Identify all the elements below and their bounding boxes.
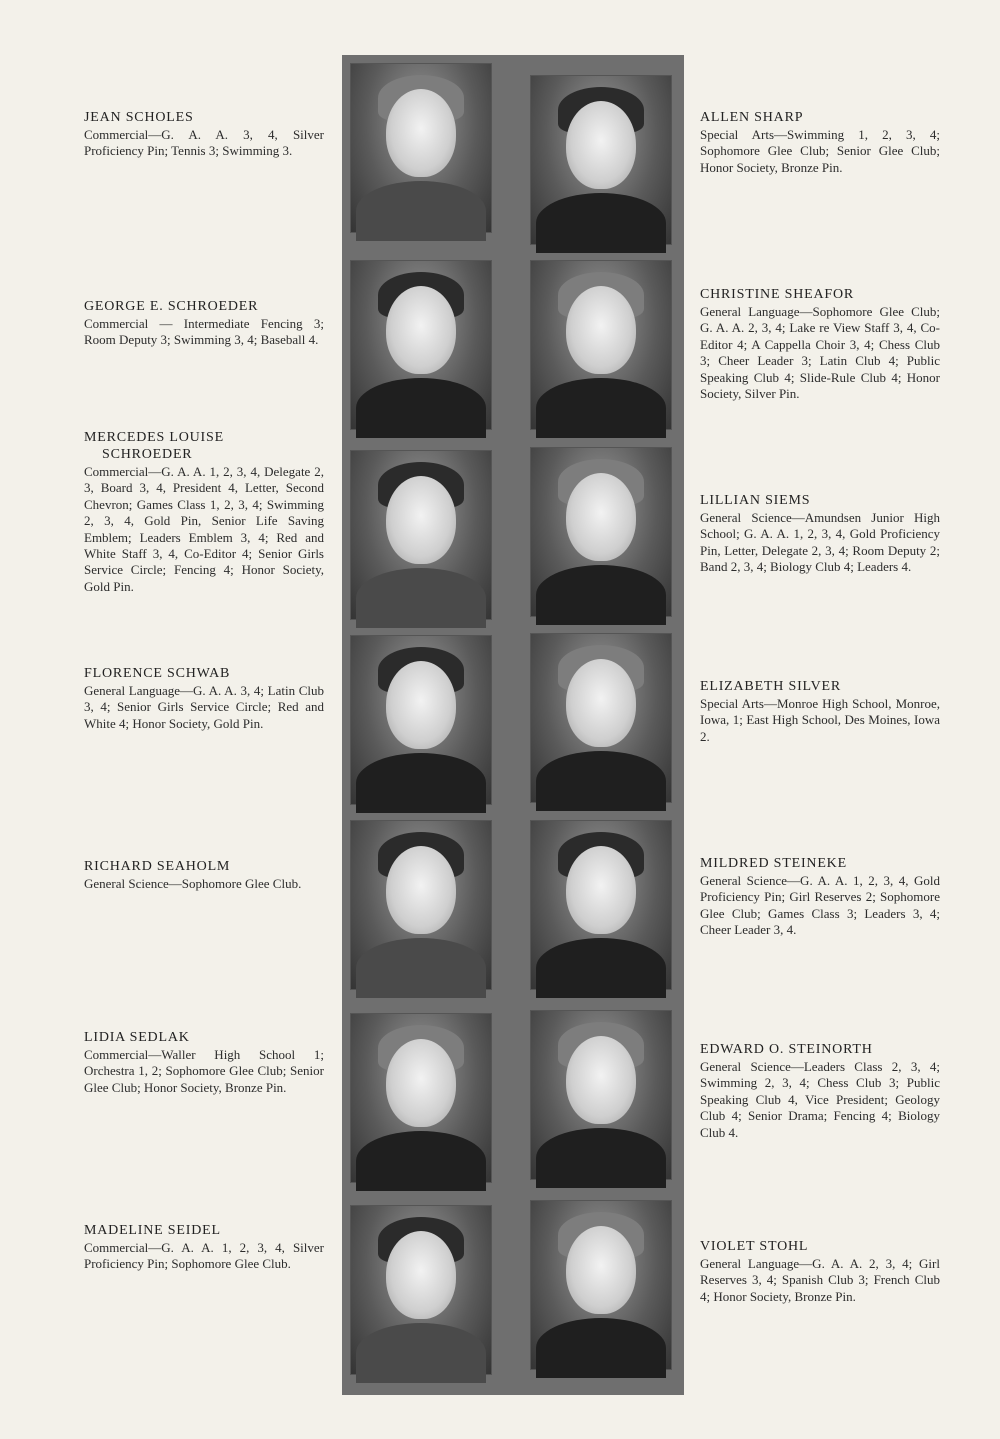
student-name: LILLIAN SIEMS [700, 493, 811, 508]
student-entry [84, 298, 324, 349]
student-name: JEAN SCHOLES [84, 110, 194, 125]
portrait-photo [530, 1010, 672, 1180]
student-name: GEORGE E. SCHROEDER [84, 299, 259, 314]
student-activities: Commercial—G. A. A. 1, 2, 3, 4, Delegate 2, 3, Board 3, 4, President 4, Letter, Second Chevron; Games Class 1, 2, 3, 4; Swimming 2, 3, 4, Gold Pin, Senior Life Saving Emblem; Leaders Emblem 3, 4; Red and White Staff 3, 4, Co-Editor 4; Senior Girls Service Circle; Fencing 4; Honor Society, Gold Pin. [84, 464, 324, 594]
portrait-photo [350, 260, 492, 430]
student-entry [700, 678, 940, 745]
student-name: CHRISTINE SHEAFOR [700, 287, 855, 302]
student-entry [84, 109, 324, 160]
portrait-photo [350, 820, 492, 990]
student-activities: General Science—Sophomore Glee Club. [84, 876, 302, 891]
student-entry [700, 109, 940, 176]
portrait-photo [530, 447, 672, 617]
student-activities: Special Arts—Monroe High School, Monroe, Iowa, 1; East High School, Des Moines, Iowa 2. [700, 696, 940, 744]
student-entry [84, 1029, 324, 1096]
student-entry [700, 1238, 940, 1305]
student-activities: Commercial—G. A. A. 3, 4, Silver Proficiency Pin; Tennis 3; Swimming 3. [84, 127, 324, 159]
portrait-photo [350, 1013, 492, 1183]
student-activities: Commercial—Waller High School 1; Orchestra 1, 2; Sophomore Glee Club; Senior Glee Club; Honor Society, Bronze Pin. [84, 1047, 324, 1095]
student-activities: General Language—G. A. A. 2, 3, 4; Girl Reserves 3, 4; Spanish Club 3; French Club 4; Honor Society, Bronze Pin. [700, 1256, 940, 1304]
student-name: MADELINE SEIDEL [84, 1223, 221, 1238]
student-activities: Commercial — Intermediate Fencing 3; Room Deputy 3; Swimming 3, 4; Baseball 4. [84, 316, 324, 348]
student-activities: Special Arts—Swimming 1, 2, 3, 4; Sophomore Glee Club; Senior Glee Club; Honor Society, Bronze Pin. [700, 127, 940, 175]
portrait-photo [350, 1205, 492, 1375]
student-name-line1: MERCEDES LOUISE [84, 430, 224, 445]
student-entry [84, 665, 324, 732]
portrait-strip [342, 55, 684, 1395]
student-entry [700, 286, 940, 402]
student-name: VIOLET STOHL [700, 1239, 809, 1254]
portrait-photo [530, 1200, 672, 1370]
student-activities: General Language—Sophomore Glee Club; G. A. A. 2, 3, 4; Lake re View Staff 3, 4, Co-Editor 4; A Cappella Choir 3, 4; Chess Club 3; Cheer Leader 3; Latin Club 4; Public Speaking Club 4; Slide-Rule Club 4; Honor Society, Silver Pin. [700, 304, 940, 402]
portrait-photo [350, 635, 492, 805]
student-name: ALLEN SHARP [700, 110, 804, 125]
student-name: LIDIA SEDLAK [84, 1030, 190, 1045]
student-activities: General Language—G. A. A. 3, 4; Latin Club 3, 4; Senior Girls Service Circle; Red and White 4; Honor Society, Gold Pin. [84, 683, 324, 731]
student-name: EDWARD O. STEINORTH [700, 1042, 873, 1057]
portrait-photo [530, 820, 672, 990]
student-name: FLORENCE SCHWAB [84, 666, 231, 681]
portrait-photo [350, 63, 492, 233]
student-entry [84, 1222, 324, 1273]
student-name [84, 429, 324, 463]
student-entry [700, 855, 940, 939]
student-entry [84, 429, 324, 595]
student-entry [700, 492, 940, 576]
student-activities: General Science—G. A. A. 1, 2, 3, 4, Gold Proficiency Pin; Girl Reserves 2; Sophomore Glee Club; Games Class 3; Leaders 3, 4; Cheer Leader 3, 4. [700, 873, 940, 938]
student-name: MILDRED STEINEKE [700, 856, 847, 871]
student-activities: Commercial—G. A. A. 1, 2, 3, 4, Silver Proficiency Pin; Sophomore Glee Club. [84, 1240, 324, 1272]
portrait-photo [530, 633, 672, 803]
student-name-line2: SCHROEDER [102, 447, 193, 462]
portrait-photo [350, 450, 492, 620]
student-activities: General Science—Amundsen Junior High School; G. A. A. 1, 2, 3, 4, Gold Proficiency Pin, Letter, Delegate 2, 3, 4; Room Deputy 2; Band 2, 3, 4; Biology Club 4; Leaders 4. [700, 510, 940, 575]
student-activities: General Science—Leaders Class 2, 3, 4; Swimming 2, 3, 4; Chess Club 3; Public Speaking Club 4, Vice President; Geology Club 4; Senior Drama; Fencing 4; Biology Club 4. [700, 1059, 940, 1140]
student-name: RICHARD SEAHOLM [84, 859, 231, 874]
student-entry [700, 1041, 940, 1141]
portrait-photo [530, 75, 672, 245]
student-entry [84, 858, 324, 892]
student-name: ELIZABETH SILVER [700, 679, 841, 694]
portrait-photo [530, 260, 672, 430]
